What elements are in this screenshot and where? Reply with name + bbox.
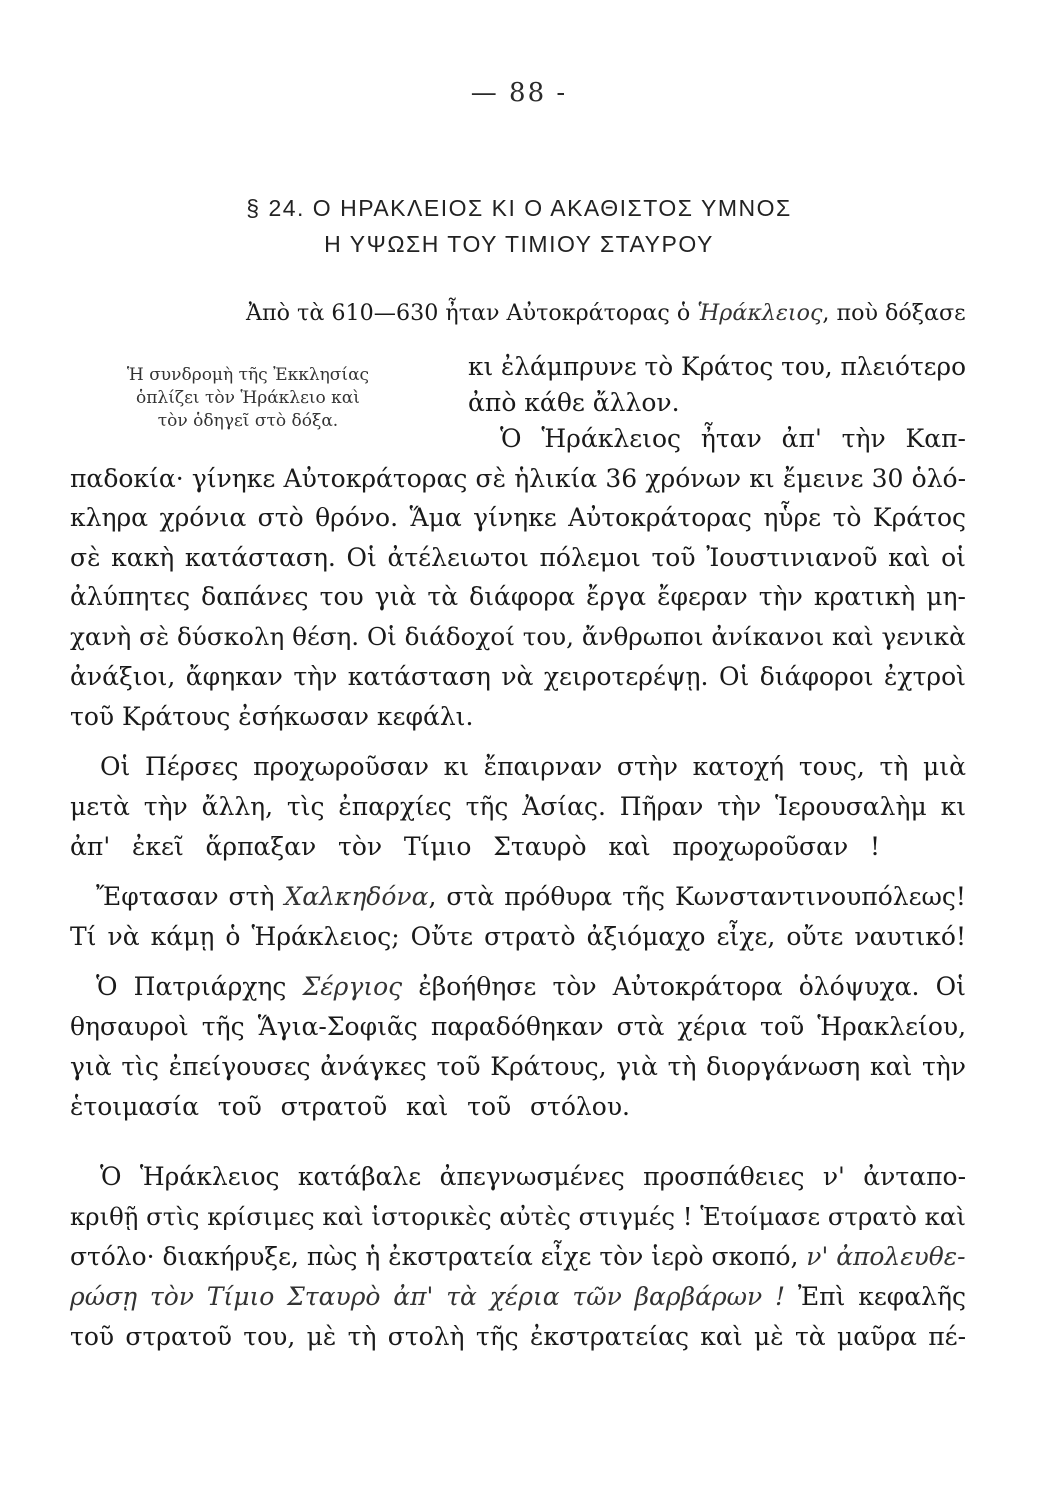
text-line — [468, 388, 680, 417]
text-segment: γιὰ τὶς ἐπείγουσες ἀνάγκες τοῦ Κράτους, γιὰ τὴ διοργάνωση καὶ τὴν — [70, 1052, 966, 1081]
text-segment: , ποὺ δόξασε — [822, 300, 966, 326]
text-segment: ἀπ' ἐκεῖ ἅρπαξαν τὸν Τίμιο Σταυρὸ καὶ προχωροῦσαν ! — [70, 832, 881, 861]
text-line — [70, 1012, 966, 1041]
text-segment: χανὴ σὲ δύσκολη θέση. Οἱ διάδοχοί του, ἄνθρωποι ἀνίκανοι καὶ γενικὰ — [70, 622, 966, 651]
text-line — [70, 792, 966, 821]
text-line — [70, 1282, 966, 1311]
text-line — [500, 424, 966, 453]
margin-note-line: τὸν ὁδηγεῖ στὸ δόξα. — [157, 411, 339, 431]
page-number: — 88 - — [470, 78, 568, 108]
text-segment: κι ἐλάμπρυνε τὸ Κράτος του, πλειότερο — [468, 352, 966, 381]
text-segment: τοῦ Κράτους ἐσήκωσαν κεφάλι. — [70, 702, 474, 731]
text-segment: κριθῇ στὶς κρίσιμες καὶ ἱστορικὲς αὐτὲς στιγμές ! Ἑτοίμασε στρατὸ καὶ — [70, 1202, 966, 1231]
text-line — [96, 882, 966, 911]
text-line — [70, 543, 966, 572]
section-title: § 24. Ο ΗΡΑΚΛΕΙΟΣ ΚΙ Ο ΑΚΑΘΙΣΤΟΣ ΥΜΝΟΣ — [246, 195, 792, 221]
text-segment: Ἐπὶ κεφαλῆς — [785, 1282, 966, 1311]
text-segment: μετὰ τὴν ἄλλη, τὶς ἐπαρχίες τῆς Ἀσίας. Πῆραν τὴν Ἱερουσαλὴμ κι — [70, 792, 967, 821]
text-segment: Ὁ Ἡράκλειος κατάβαλε ἀπεγνωσμένες προσπάθειες ν' ἀνταπο- — [100, 1162, 967, 1191]
text-segment: ἀνάξιοι, ἄφηκαν τὴν κατάσταση νὰ χειροτερέψῃ. Οἱ διάφοροι ἐχτροὶ — [70, 662, 966, 691]
text-segment: Ὁ Ἡράκλειος ἦταν ἀπ' τὴν Καπ- — [500, 424, 966, 453]
text-segment: ἀλύπητες δαπάνες του γιὰ τὰ διάφορα ἔργα ἔφεραν τὴν κρατικὴ μη- — [70, 582, 966, 611]
text-line — [70, 1052, 966, 1081]
text-line — [70, 662, 966, 691]
text-line — [70, 622, 966, 651]
margin-note-line: ὁπλίζει τὸν Ἡράκλειο καὶ — [136, 388, 360, 408]
italic-text-segment: Χαλκηδόνα — [284, 882, 429, 911]
italic-text-segment: Σέργιος — [302, 972, 403, 1001]
text-line — [70, 464, 966, 493]
italic-text-segment: Ἡράκλειος — [697, 300, 823, 326]
text-line — [70, 1202, 966, 1231]
text-segment: Ὁ Πατριάρχης — [96, 972, 303, 1001]
italic-text-segment: ν' ἀπολευθε- — [806, 1242, 966, 1271]
text-segment: Οἱ Πέρσες προχωροῦσαν κι ἔπαιρναν στὴν κατοχή τους, τὴ μιὰ — [100, 752, 966, 781]
text-line — [70, 582, 966, 611]
text-segment: σὲ κακὴ κατάσταση. Οἱ ἀτέλειωτοι πόλεμοι τοῦ Ἰουστινιανοῦ καὶ οἱ — [70, 543, 966, 572]
text-segment: Ἔφτασαν στὴ — [96, 882, 285, 911]
text-line — [70, 1242, 966, 1271]
section-heading — [0, 190, 1038, 262]
text-line — [246, 300, 966, 326]
text-line — [70, 1322, 966, 1351]
text-segment: στόλο· διακήρυξε, πὼς ἡ ἐκστρατεία εἶχε τὸν ἱερὸ σκοπό, — [70, 1242, 807, 1271]
margin-note — [68, 364, 428, 433]
text-segment: ἐβοήθησε τὸν Αὐτοκράτορα ὁλόψυχα. Οἱ — [402, 972, 966, 1001]
text-segment: παδοκία· γίνηκε Αὐτοκράτορας σὲ ἡλικία 36 χρόνων κι ἔμεινε 30 ὁλό- — [70, 464, 967, 493]
text-segment: ἑτοιμασία τοῦ στρατοῦ καὶ τοῦ στόλου. — [70, 1092, 630, 1121]
text-segment: τοῦ στρατοῦ του, μὲ τὴ στολὴ τῆς ἐκστρατείας καὶ μὲ τὰ μαῦρα πέ- — [70, 1322, 967, 1351]
text-segment: θησαυροὶ τῆς Ἅγια-Σοφιᾶς παραδόθηκαν στὰ χέρια τοῦ Ἡρακλείου, — [70, 1012, 967, 1041]
text-segment: , στὰ πρόθυρα τῆς Κωνσταντινουπόλεως! — [428, 882, 966, 911]
margin-note-line: Ἡ συνδρομὴ τῆς Ἐκκλησίας — [126, 365, 370, 385]
text-line — [100, 752, 966, 781]
text-line — [70, 832, 880, 861]
text-segment: ἀπὸ κάθε ἄλλον. — [468, 388, 680, 417]
text-segment: Τί νὰ κάμῃ ὁ Ἡράκλειος; Οὔτε στρατὸ ἀξιόμαχο εἶχε, οὔτε ναυτικό! — [70, 922, 967, 951]
text-segment: κληρα χρόνια στὸ θρόνο. Ἅμα γίνηκε Αὐτοκράτορας ηὗρε τὸ Κράτος — [70, 503, 967, 532]
text-segment: Ἀπὸ τὰ 610—630 ἦταν Αὐτοκράτορας ὁ — [246, 300, 698, 326]
section-subtitle: Η ΥΨΩΣΗ ΤΟΥ ΤΙΜΙΟΥ ΣΤΑΥΡΟΥ — [324, 231, 714, 257]
text-line — [100, 1162, 966, 1191]
text-line — [468, 352, 966, 381]
text-line — [70, 922, 966, 951]
text-line — [70, 503, 966, 532]
text-line — [70, 1092, 630, 1121]
text-line — [70, 702, 473, 731]
text-line — [96, 972, 966, 1001]
italic-text-segment: ρώσῃ τὸν Τίμιο Σταυρὸ ἀπ' τὰ χέρια τῶν βαρβάρων ! — [70, 1282, 786, 1311]
